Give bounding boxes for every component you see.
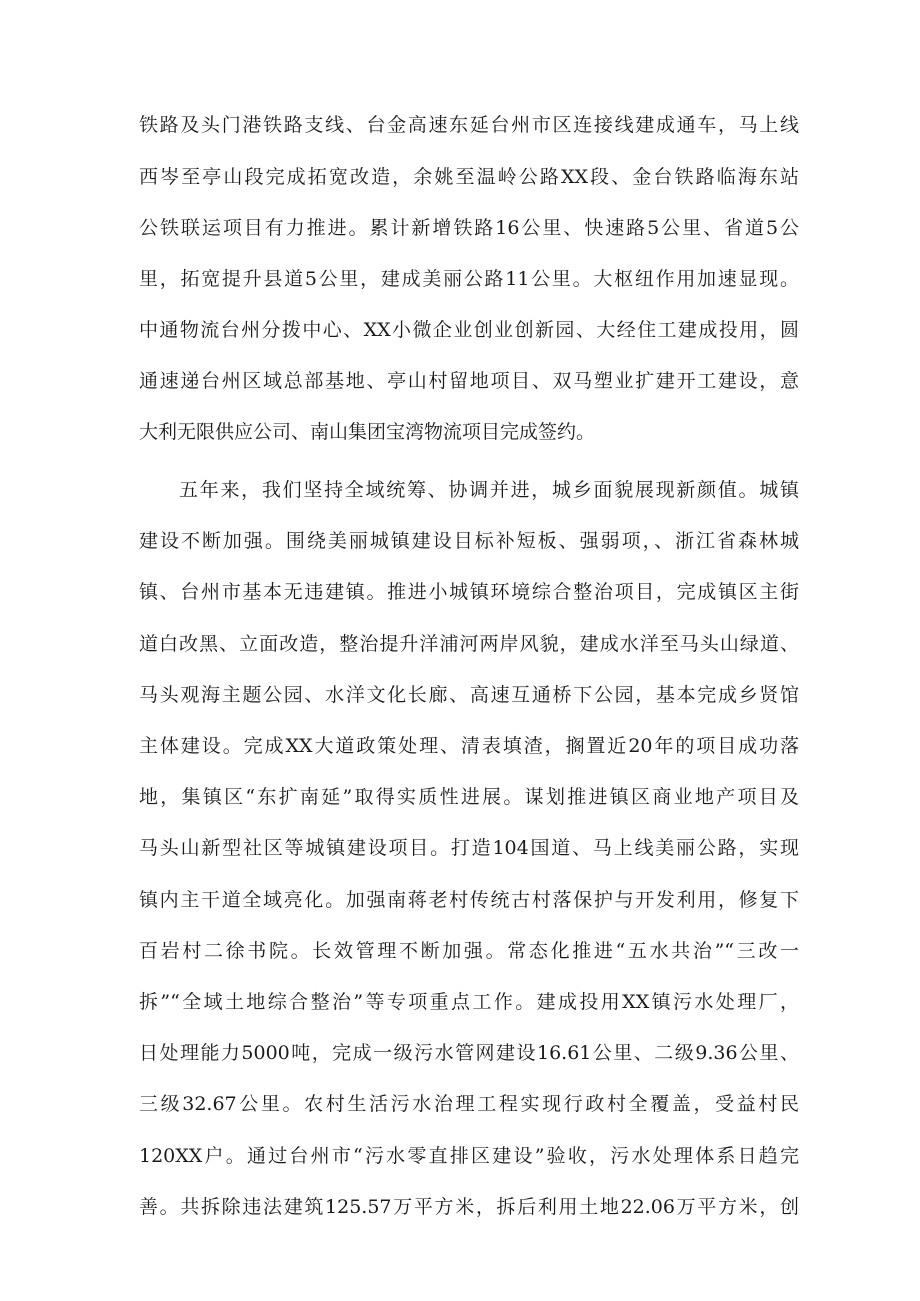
text-line: 120XX户。通过台州市“污水零直排区建设”验收，污水处理体系日趋完	[139, 1145, 799, 1167]
text-line: 百岩村二徐书院。长效管理不断加强。常态化推进“五水共治”“三改一	[139, 940, 799, 962]
text-line: 道白改黑、立面改造，整治提升洋浦河两岸风貌，建成水洋至马头山绿道、	[139, 633, 799, 655]
text-line: 主体建设。完成XX大道政策处理、清表填渣，搁置近20年的项目成功落	[139, 735, 799, 757]
text-line: 镇、台州市基本无违建镇。推进小城镇环境综合整治项目，完成镇区主街	[139, 581, 799, 603]
text-line: 拆”“全域土地综合整治”等专项重点工作。建成投用XX镇污水处理厂，	[139, 991, 799, 1013]
text-line: 通速递台州区域总部基地、亭山村留地项目、双马塑业扩建开工建设，意	[139, 370, 799, 392]
text-line: 西岑至亭山段完成拓宽改造，余姚至温岭公路XX段、金台铁路临海东站	[139, 166, 799, 188]
text-line: 善。共拆除违法建筑125.57万平方米，拆后利用土地22.06万平方米，创	[139, 1196, 799, 1218]
text-line: 大利无限供应公司、南山集团宝湾物流项目完成签约。	[139, 421, 596, 443]
paragraph-first-line: 五年来，我们坚持全域统筹、协调并进，城乡面貌展现新颜值。城镇	[179, 479, 799, 501]
text-line: 三级32.67公里。农村生活污水治理工程实现行政村全覆盖，受益村民	[139, 1093, 799, 1115]
text-line: 公铁联运项目有力推进。累计新增铁路16公里、快速路5公里、省道5公	[139, 217, 799, 239]
text-line: 日处理能力5000吨，完成一级污水管网建设16.61公里、二级9.36公里、	[139, 1042, 799, 1064]
text-line: 建设不断加强。围绕美丽城镇建设目标补短板、强弱项，、浙江省森林城	[139, 530, 799, 552]
text-line: 地，集镇区“东扩南延”取得实质性进展。谋划推进镇区商业地产项目及	[139, 786, 799, 808]
text-line: 马头山新型社区等城镇建设项目。打造104国道、马上线美丽公路，实现	[139, 837, 799, 859]
text-line: 马头观海主题公园、水洋文化长廊、高速互通桥下公园，基本完成乡贤馆	[139, 684, 799, 706]
text-line: 里，拓宽提升县道5公里，建成美丽公路11公里。大枢纽作用加速显现。	[139, 268, 799, 290]
text-line: 铁路及头门港铁路支线、台金高速东延台州市区连接线建成通车，马上线	[139, 114, 799, 136]
text-line: 中通物流台州分拨中心、XX小微企业创业创新园、大经住工建成投用，圆	[139, 319, 799, 341]
text-line: 镇内主干道全域亮化。加强南蒋老村传统古村落保护与开发利用，修复下	[139, 889, 799, 911]
